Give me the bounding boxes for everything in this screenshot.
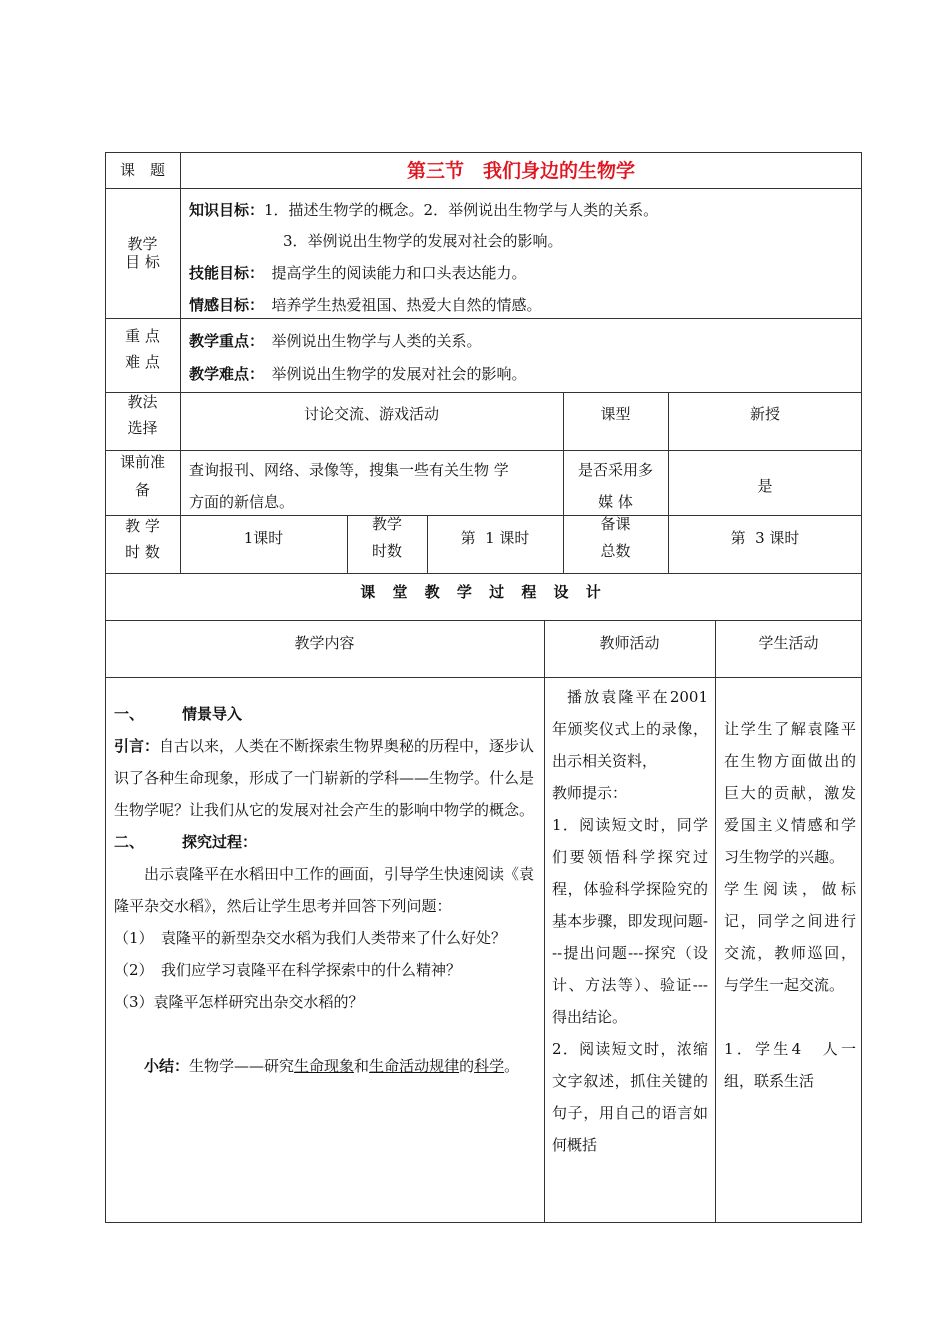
knowledge-objective-2: 3．举例说出生物学的发展对社会的影响。 <box>283 232 563 250</box>
col-header-content: 教学内容 <box>294 634 355 652</box>
summary-paragraph <box>114 1050 538 1082</box>
row-divider <box>105 392 862 393</box>
skill-text: 提高学生的阅读能力和口头表达能力。 <box>271 264 527 282</box>
student-column <box>724 713 856 1097</box>
media-value: 是 <box>757 477 773 495</box>
key-text: 举例说出生物学与人类的关系。 <box>271 332 482 350</box>
teacher-activity-3: 1．阅读短文时，同学们要领悟科学探究过程，体验科学探险究的基本步骤，即发现问题---提出问题---探究（设计、方法等）、验证---得出结论。 <box>552 816 708 1026</box>
summary-text-d: 。 <box>504 1057 520 1075</box>
spacer <box>724 1001 856 1033</box>
question-2: （2） 我们应学习袁隆平在科学探索中的什么精神？ <box>114 961 462 979</box>
skill-label: 技能目标： <box>189 264 257 282</box>
emotion-text: 培养学生热爱祖国、热爱大自然的情感。 <box>271 296 542 314</box>
row-divider <box>105 573 862 574</box>
hours-label-2: 时 数 <box>125 543 160 561</box>
prep-count-label-2: 总数 <box>600 542 631 560</box>
summary-label: 小结： <box>144 1057 190 1075</box>
section-1-heading <box>114 698 538 730</box>
process-title: 课 堂 教 学 过 程 设 计 <box>360 583 607 601</box>
teacher-activity-1: 播放袁隆平在2001年颁奖仪式上的录像，出示相关资料， <box>552 688 708 770</box>
difficulty-text: 举例说出生物学的发展对社会的影响。 <box>271 365 527 383</box>
method-label: 教法 <box>127 393 158 411</box>
hours-label: 教 学 <box>125 517 160 535</box>
row-divider <box>105 450 862 451</box>
method-value: 讨论交流、游戏活动 <box>303 405 439 423</box>
section-2-num: 二、 <box>114 833 145 851</box>
prep-text-2: 方面的新信息。 <box>189 493 295 511</box>
row-divider <box>105 515 862 516</box>
intro-text: 自古以来，人类在不断探索生物界奥秘的历程中，逐步认识了各种生命现象，形成了一门崭新的学科——生物学。什么是生物学呢？让我们从它的发展对社会产生的影响中物学的概念。 <box>114 737 535 819</box>
row-divider <box>105 188 862 189</box>
summary-text-c: 的 <box>459 1057 475 1075</box>
summary-term-2: 生命活动规律 <box>369 1057 460 1075</box>
media-label-2: 媒 体 <box>598 493 633 511</box>
content-column <box>114 698 538 1082</box>
prep-text-1: 查询报刊、网络、录像等，搜集一些有关生物 学 <box>189 461 509 479</box>
teacher-activity-2: 教师提示： <box>552 784 628 802</box>
row-divider <box>105 620 862 621</box>
lesson-type-label: 课型 <box>600 405 631 423</box>
topic-label: 课 题 <box>119 161 165 179</box>
row-divider <box>105 318 862 319</box>
prep-count-value: 第 3 课时 <box>730 529 800 547</box>
lesson-type-value: 新授 <box>749 405 780 423</box>
key-point <box>189 331 482 351</box>
section-2-heading <box>114 826 538 858</box>
lesson-title: 第三节 我们身边的生物学 <box>406 160 635 182</box>
section-2-title: 探究过程： <box>182 833 258 851</box>
intro-paragraph <box>114 730 538 826</box>
prep-label: 课前准 <box>119 453 165 471</box>
keypoints-label: 重 点 <box>125 327 160 345</box>
student-activity-3: 1．学生4 人一组，联系生活 <box>724 1040 856 1090</box>
skill-objective <box>189 263 527 283</box>
student-activity-1: 让学生了解袁隆平在生物方面做出的巨大的贡献，激发爱国主义情感和学习生物学的兴趣。 <box>724 720 856 866</box>
emotion-label: 情感目标： <box>189 296 257 314</box>
question-1: （1） 袁隆平的新型杂交水稻为我们人类带来了什么好处？ <box>114 929 507 947</box>
row-divider <box>105 677 862 678</box>
key-label: 教学重点： <box>189 332 257 350</box>
question-3: （3）袁隆平怎样研究出杂交水稻的？ <box>114 993 364 1011</box>
difficulty-label: 教学难点： <box>189 365 257 383</box>
section-1-num: 一、 <box>114 705 145 723</box>
teacher-activity-4: 2．阅读短文时，浓缩文字叙述，抓住关键的句子，用自己的语言如何概括 <box>552 1040 708 1154</box>
teach-hours-label: 教学 <box>371 515 402 533</box>
summary-text-a: 生物学——研究 <box>189 1057 295 1075</box>
col-divider <box>544 620 545 1223</box>
intro-label: 引言： <box>114 737 160 755</box>
col-divider <box>715 620 716 1223</box>
knowledge-text-1: 1．描述生物学的概念。2．举例说出生物学与人类的关系。 <box>264 201 659 219</box>
objectives-label-2: 目 标 <box>125 253 160 271</box>
keypoints-label-2: 难 点 <box>125 353 160 371</box>
media-label: 是否采用多 <box>577 461 653 479</box>
teach-hours-label-2: 时数 <box>371 542 402 560</box>
prep-label-2: 备 <box>134 481 150 499</box>
difficulty-point <box>189 364 527 384</box>
explore-paragraph: 出示袁隆平在水稻田中工作的画面，引导学生快速阅读《袁隆平杂交水稻》，然后让学生思考并回答下列问题： <box>114 865 535 915</box>
section-1-title: 情景导入 <box>182 705 243 723</box>
col-divider <box>180 152 181 573</box>
summary-term-3: 科学 <box>474 1057 505 1075</box>
col-header-teacher: 教师活动 <box>599 634 660 652</box>
prep-count-label: 备课 <box>600 515 631 533</box>
knowledge-label: 知识目标： <box>189 201 265 219</box>
emotion-objective <box>189 295 542 315</box>
summary-text-b: 和 <box>354 1057 370 1075</box>
spacer <box>114 1018 538 1050</box>
objectives-label: 教学 <box>127 235 158 253</box>
method-label-2: 选择 <box>127 419 158 437</box>
hours-value: 1课时 <box>243 529 284 547</box>
summary-term-1: 生命现象 <box>294 1057 355 1075</box>
knowledge-objective <box>189 200 658 220</box>
col-header-student: 学生活动 <box>758 634 819 652</box>
teacher-column <box>552 681 708 1161</box>
student-activity-2: 学生阅读，做标记，同学之间进行交流，教师巡回，与学生一起交流。 <box>724 880 856 994</box>
teach-hours-value: 第 1 课时 <box>460 529 530 547</box>
